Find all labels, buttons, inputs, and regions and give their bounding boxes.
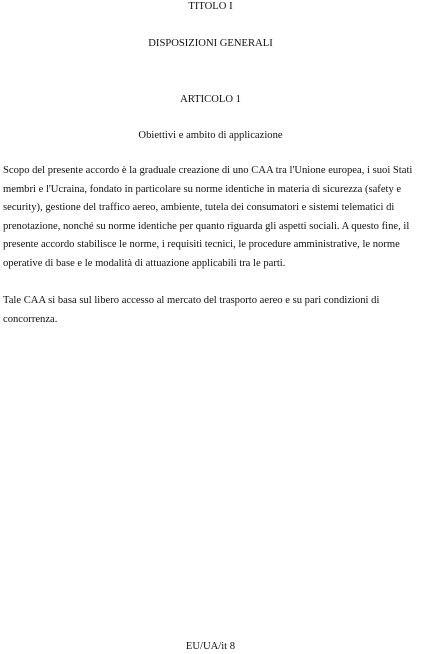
page-footer-reference: EU/UA/it 8 [185, 641, 236, 652]
paragraph-line: Scopo del presente accordo è la graduale creazione di uno CAA tra l'Unione europea, i suoi Stati [3, 165, 413, 176]
paragraph-line: concorrenza. [3, 313, 58, 325]
paragraph-line: Tale CAA si basa sul libero accesso al mercato del trasporto aereo e su pari condizioni di [3, 295, 380, 306]
section-subheading: DISPOSIZIONI GENERALI [148, 38, 273, 49]
article-number: ARTICOLO 1 [180, 94, 241, 105]
title-heading: TITOLO I [188, 1, 233, 12]
paragraph-line: operative di base e le modalità di attuazione applicabili tra le parti. [3, 257, 286, 269]
paragraph-line: presente accordo stabilisce le norme, i requisiti tecnici, le procedure amministrative, le norme [3, 239, 400, 251]
paragraph-line: membri e l'Ucraina, fondato in particolare su norme identiche in materia di sicurezza (safety e [3, 183, 402, 195]
paragraph-scope [3, 162, 415, 274]
article-title: Obiettivi e ambito di applicazione [138, 130, 283, 141]
paragraph-line: prenotazione, nonché su norme identiche per quanto riguarda gli aspetti sociali. A questo fine, il [3, 220, 410, 232]
paragraph-market-access [3, 292, 415, 329]
paragraph-line: security), gestione del traffico aereo, ambiente, tutela dei consumatori e sistemi telematici di [3, 202, 395, 214]
